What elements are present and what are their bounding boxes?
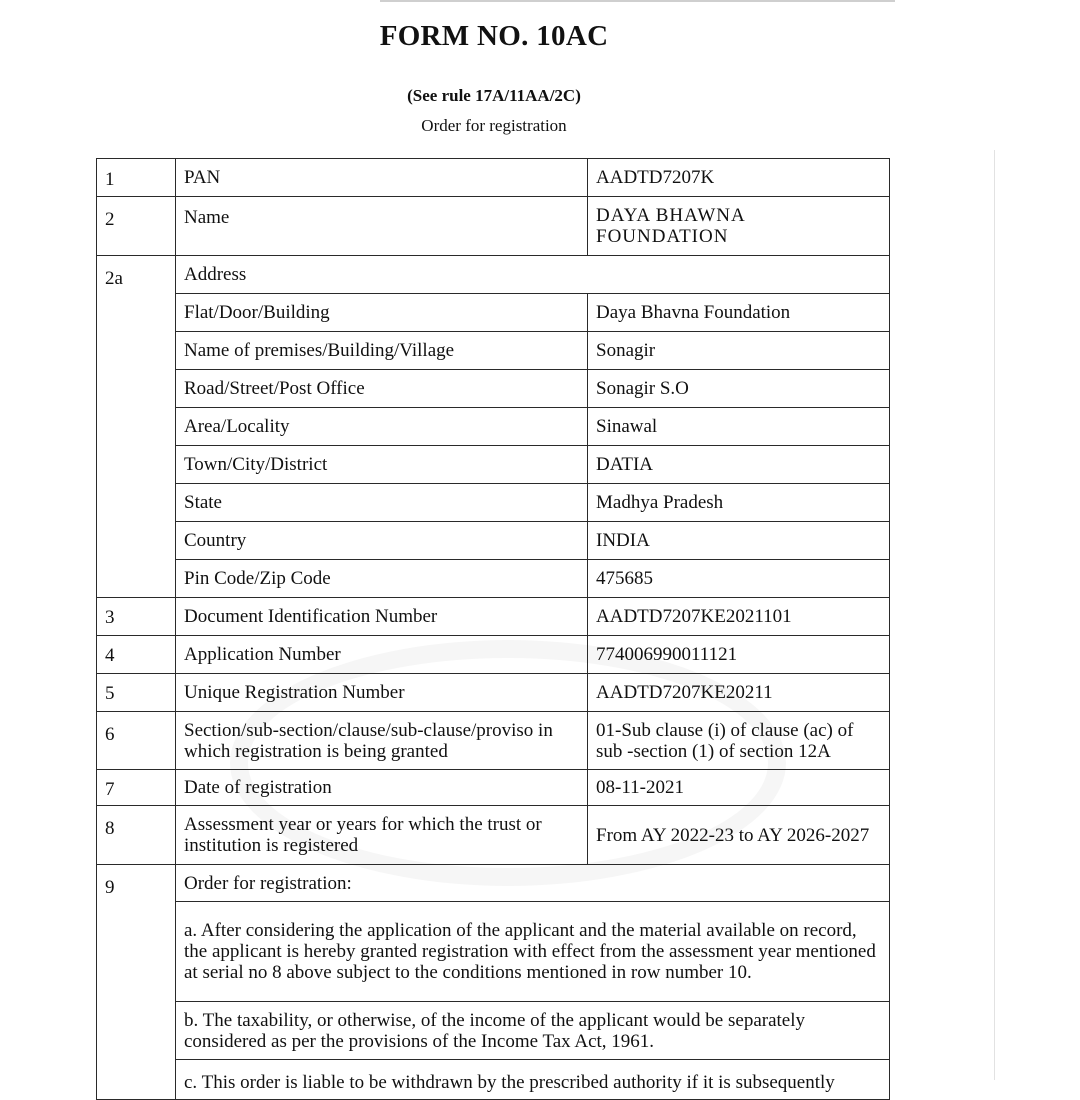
field-label: Area/Locality xyxy=(176,408,588,446)
top-edge-rule xyxy=(380,0,895,2)
serial-number: 5 xyxy=(97,674,176,712)
field-label: Date of registration xyxy=(176,770,588,806)
field-value: AADTD7207KE20211 xyxy=(588,674,890,712)
field-value: Sonagir S.O xyxy=(588,370,890,408)
field-value: INDIA xyxy=(588,522,890,560)
table-row-country xyxy=(97,522,890,560)
field-label: Application Number xyxy=(176,636,588,674)
serial-number: 2a xyxy=(97,256,176,598)
field-label: Name xyxy=(176,197,588,256)
form-title: FORM NO. 10AC xyxy=(379,20,609,52)
order-paragraph-b: b. The taxability, or otherwise, of the income of the applicant would be separately considered as per the provisions of the Income Tax Act, 1961. xyxy=(176,1002,890,1060)
table-row-section xyxy=(97,712,890,770)
table-row-order-para-c xyxy=(97,1060,890,1100)
table-row-flat xyxy=(97,294,890,332)
rule-reference: (See rule 17A/11AA/2C) xyxy=(407,86,581,105)
table-row-registration-number xyxy=(97,674,890,712)
field-value: Sinawal xyxy=(588,408,890,446)
table-row-order-heading xyxy=(97,865,890,902)
table-row-assessment-years xyxy=(97,806,890,865)
table-row-order-para-b xyxy=(97,1002,890,1060)
form-subtitle: Order for registration xyxy=(421,116,567,135)
table-row-order-para-a xyxy=(97,902,890,1002)
field-value: 774006990011121 xyxy=(588,636,890,674)
table-row-pin xyxy=(97,560,890,598)
field-label: Name of premises/Building/Village xyxy=(176,332,588,370)
serial-number: 8 xyxy=(97,806,176,865)
serial-number: 9 xyxy=(97,865,176,1100)
field-value: 475685 xyxy=(588,560,890,598)
order-paragraph-c: c. This order is liable to be withdrawn by the prescribed authority if it is subsequently xyxy=(176,1060,890,1100)
field-label: Country xyxy=(176,522,588,560)
table-row-document-id xyxy=(97,598,890,636)
serial-number: 1 xyxy=(97,159,176,197)
page-right-edge xyxy=(994,150,995,1080)
field-label: Unique Registration Number xyxy=(176,674,588,712)
section-heading: Order for registration: xyxy=(176,865,890,902)
table-row-name xyxy=(97,197,890,256)
serial-number: 2 xyxy=(97,197,176,256)
table-row-area xyxy=(97,408,890,446)
table-row-date xyxy=(97,770,890,806)
field-value: 01-Sub clause (i) of clause (ac) of sub -section (1) of section 12A xyxy=(588,712,890,770)
order-paragraph-a: a. After considering the application of the applicant and the material available on record, the applicant is hereby granted registration with effect from the assessment year mentioned at serial no 8 above subject to the conditions mentioned in row number 10. xyxy=(176,902,890,1002)
table-row-pan xyxy=(97,159,890,197)
field-label: PAN xyxy=(176,159,588,197)
field-value: AADTD7207K xyxy=(588,159,890,197)
serial-number: 7 xyxy=(97,770,176,806)
field-label: Town/City/District xyxy=(176,446,588,484)
table-row-town xyxy=(97,446,890,484)
field-value: Daya Bhavna Foundation xyxy=(588,294,890,332)
field-value: DATIA xyxy=(588,446,890,484)
field-value: Madhya Pradesh xyxy=(588,484,890,522)
serial-number: 3 xyxy=(97,598,176,636)
field-label: Flat/Door/Building xyxy=(176,294,588,332)
field-label: Document Identification Number xyxy=(176,598,588,636)
section-heading: Address xyxy=(176,256,890,294)
field-label: Pin Code/Zip Code xyxy=(176,560,588,598)
table-row-premises xyxy=(97,332,890,370)
table-row-road xyxy=(97,370,890,408)
registration-table xyxy=(96,158,890,1100)
field-label: State xyxy=(176,484,588,522)
field-value: From AY 2022-23 to AY 2026-2027 xyxy=(588,806,890,865)
field-value: Sonagir xyxy=(588,332,890,370)
field-value: AADTD7207KE2021101 xyxy=(588,598,890,636)
field-label: Road/Street/Post Office xyxy=(176,370,588,408)
field-value: DAYA BHAWNA FOUNDATION xyxy=(588,197,890,256)
table-row-state xyxy=(97,484,890,522)
serial-number: 4 xyxy=(97,636,176,674)
table-row-application-number xyxy=(97,636,890,674)
table-row-address-heading xyxy=(97,256,890,294)
serial-number: 6 xyxy=(97,712,176,770)
field-label: Section/sub-section/clause/sub-clause/proviso in which registration is being granted xyxy=(176,712,588,770)
field-value: 08-11-2021 xyxy=(588,770,890,806)
field-label: Assessment year or years for which the trust or institution is registered xyxy=(176,806,588,865)
